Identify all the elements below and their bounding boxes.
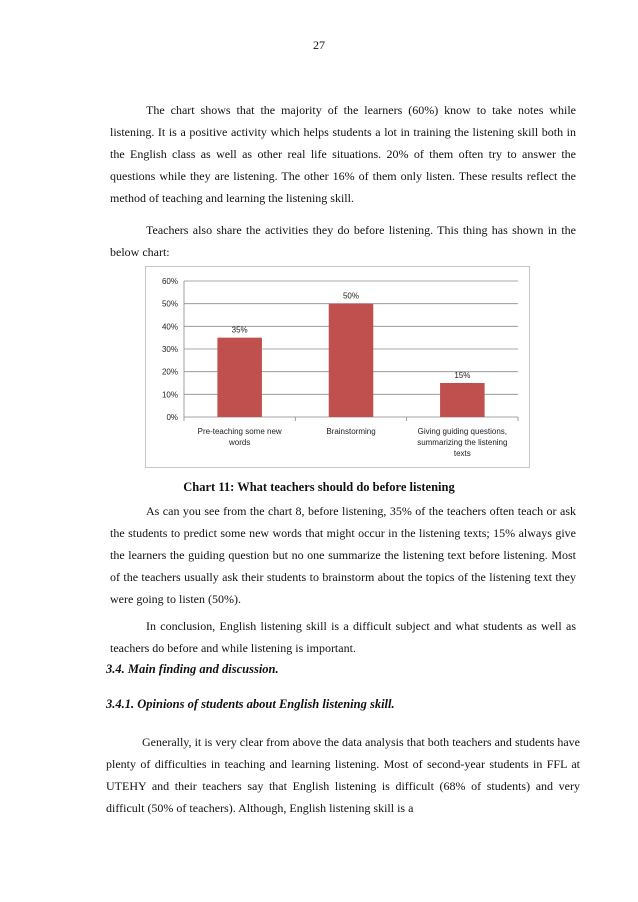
category-label: Giving guiding questions,: [417, 427, 508, 436]
bar: [440, 383, 485, 417]
data-label: 35%: [231, 325, 248, 335]
data-label: 15%: [454, 371, 471, 380]
y-tick-label: 30%: [161, 345, 178, 354]
section-heading-3-4-1: 3.4.1. Opinions of students about English listening skill.: [106, 697, 395, 711]
paragraph-2: [110, 219, 576, 263]
y-tick-label: 0%: [166, 413, 178, 422]
paragraph-3: [110, 500, 576, 610]
bar: [217, 338, 262, 417]
page-number: 27: [313, 38, 325, 52]
paragraph-1: [110, 99, 576, 209]
y-tick-label: 60%: [161, 277, 178, 286]
paragraph-3-text: As can you see from the chart 8, before listening, 35% of the teachers often teach or ask the students to predict some new words that might occur in the listening texts; 15% always give the learners the guiding question but no one summarize the listening text before listening. Most of the teachers usually ask their students to brainstorm about the topics of the listening text they were going to listen (50%).: [110, 504, 576, 606]
paragraph-2-text: Teachers also share the activities they do before listening. This thing has shown in the below chart:: [110, 223, 576, 259]
paragraph-5-text: Generally, it is very clear from above the data analysis that both teachers and students have plenty of difficulties in teaching and learning listening. Most of second-year students in FFL at UTEHY and their teachers say that English listening is difficult (68% of students) and very difficult (50% of teachers). Although, English listening skill is a: [106, 735, 580, 815]
y-tick-label: 20%: [161, 367, 178, 377]
paragraph-4-text: In conclusion, English listening skill is a difficult subject and what students as well as teachers do before and while listening is important.: [110, 619, 576, 655]
category-label: Pre-teaching some new: [197, 427, 282, 436]
category-label: Brainstorming: [326, 427, 376, 436]
category-label: summarizing the listening: [417, 438, 508, 447]
section-heading-3-4: 3.4. Main finding and discussion.: [106, 662, 279, 676]
category-label: texts: [453, 449, 471, 458]
paragraph-5: [106, 731, 580, 819]
bar-chart-svg: [146, 267, 531, 469]
y-tick-label: 40%: [161, 322, 178, 332]
paragraph-4: [110, 615, 576, 659]
paragraph-1-text: The chart shows that the majority of the learners (60%) know to take notes while listening. It is a positive activity which helps students a lot in training the listening skill both in the English class as well as other real life situations. 20% of them often try to answer the questions while they are listening. The other 16% of them only listen. These results reflect the method of teaching and learning the listening skill.: [110, 103, 576, 205]
chart-caption: Chart 11: What teachers should do before listening: [183, 480, 455, 494]
y-tick-label: 10%: [161, 390, 178, 400]
bar-chart: [145, 266, 530, 468]
data-label: 50%: [342, 291, 360, 301]
y-tick-label: 50%: [161, 299, 178, 309]
bar: [329, 304, 374, 417]
category-label: words: [228, 438, 251, 447]
